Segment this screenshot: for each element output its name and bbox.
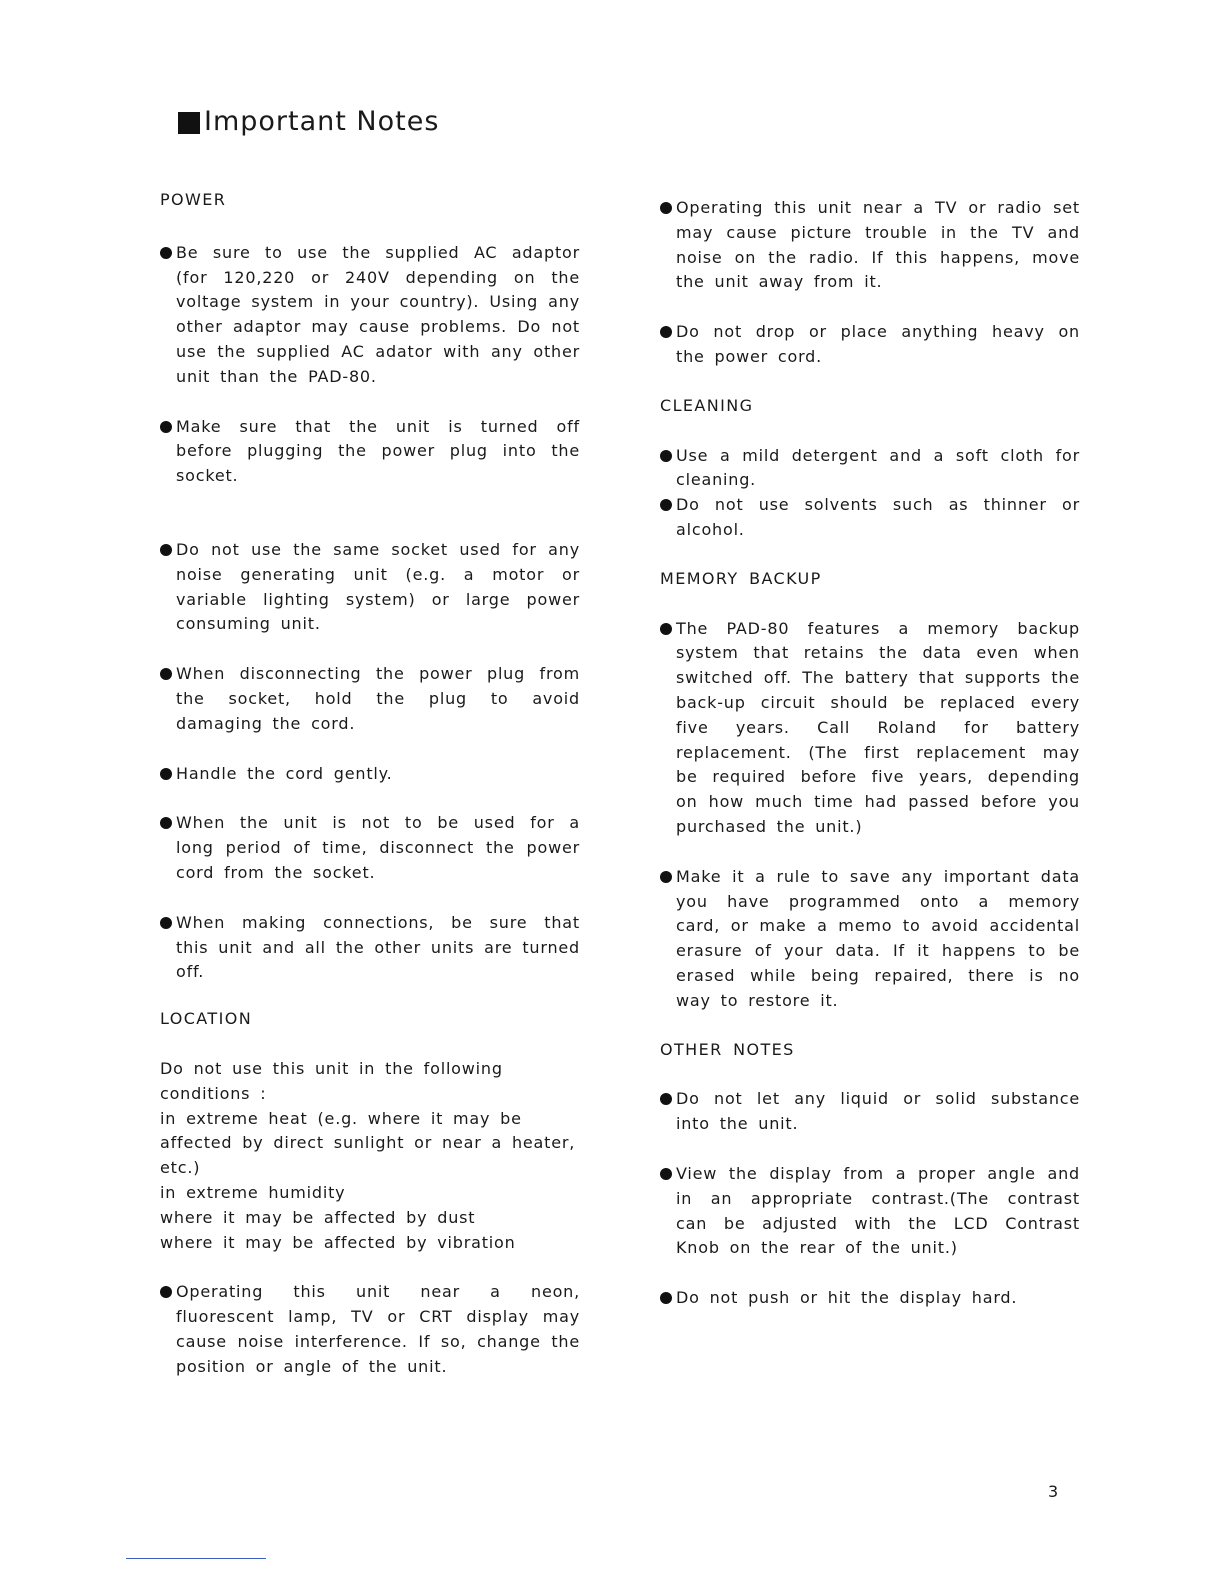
bullet-icon [160, 668, 172, 680]
note-other-liquid [660, 1087, 1080, 1137]
black-square-icon [178, 112, 200, 134]
location-condition: where it may be affected by dust [160, 1207, 476, 1227]
left-column [160, 188, 580, 1379]
page-title-text: Important Notes [204, 106, 440, 137]
note-location-neon [160, 1280, 580, 1379]
footer-rule [126, 1558, 266, 1559]
bullet-icon [660, 1093, 672, 1105]
note-text: Do not push or hit the display hard. [676, 1288, 1018, 1308]
power-heading: POWER [160, 190, 227, 209]
location-heading: LOCATION [160, 1009, 253, 1029]
memory-backup-heading: MEMORY BACKUP [660, 568, 822, 588]
note-power-cord [160, 762, 580, 787]
bullet-icon [660, 1292, 672, 1304]
page-number: 3 [1048, 1482, 1059, 1501]
bullet-icon [160, 247, 172, 259]
note-text: The PAD-80 features a memory backup system that retains the data even when switched off. The battery that supports the back-up circuit should be replaced every five years. Call Roland for battery replacement. (The first replacement may be required before five years, depending on how much time had passed before you purchased the unit.) [676, 618, 1080, 836]
note-memory-save [660, 865, 1080, 1014]
note-text: Make sure that the unit is turned off before plugging the power plug into the socket. [176, 416, 580, 486]
location-condition: in extreme humidity [160, 1182, 346, 1202]
bullet-icon [160, 1286, 172, 1298]
location-condition: in extreme heat (e.g. where it may be affected by direct sunlight or near a heater, etc.) [160, 1108, 576, 1178]
note-text: Operating this unit near a neon, fluorescent lamp, TV or CRT display may cause noise interference. If so, change the position or angle of the unit. [176, 1282, 580, 1376]
note-power-socket [160, 538, 580, 637]
note-memory-backup [660, 617, 1080, 840]
location-condition: where it may be affected by vibration [160, 1232, 516, 1252]
note-text: Do not let any liquid or solid substance into the unit. [676, 1089, 1080, 1134]
note-text: Do not use the same socket used for any noise generating unit (e.g. a motor or variable lighting system) or large power consuming unit. [176, 539, 580, 634]
right-column [660, 196, 1080, 1311]
note-text: Make it a rule to save any important data you have programmed onto a memory card, or make a memo to avoid accidental erasure of your data. If it happens to be erased while being repaired, there is no way to restore it. [676, 866, 1080, 1010]
note-power-connections [160, 911, 580, 985]
note-other-display-angle [660, 1162, 1080, 1261]
note-text: Use a mild detergent and a soft cloth for cleaning. [676, 445, 1080, 490]
cleaning-heading: CLEANING [660, 395, 754, 415]
note-text: Do not use solvents such as thinner or alcohol. [676, 495, 1080, 539]
bullet-icon [660, 871, 672, 883]
bullet-icon [660, 450, 672, 462]
note-cleaning-solvents [660, 493, 1080, 543]
note-power-off [160, 415, 580, 489]
note-cleaning-detergent [660, 444, 1080, 494]
note-power-long-period [160, 811, 580, 885]
bullet-icon [160, 768, 172, 780]
note-text: When making connections, be sure that this unit and all the other units are turned off. [176, 912, 580, 982]
bullet-icon [660, 1168, 672, 1180]
bullet-icon [660, 326, 672, 338]
bullet-icon [660, 499, 672, 511]
other-notes-heading: OTHER NOTES [660, 1039, 795, 1059]
bullet-icon [160, 421, 172, 433]
note-other-display-hard [660, 1286, 1080, 1311]
bullet-icon [160, 917, 172, 929]
note-text: Be sure to use the supplied AC adaptor (for 120,220 or 240V depending on the voltage system in your country). Using any other adaptor may cause problems. Do not use the supplied AC adator with any other unit than the PAD-80. [176, 242, 580, 386]
note-location-drop [660, 320, 1080, 370]
note-text: Handle the cord gently. [176, 763, 393, 783]
bullet-icon [660, 623, 672, 635]
bullet-icon [160, 817, 172, 829]
note-text: Operating this unit near a TV or radio set may cause picture trouble in the TV and noise on the radio. If this happens, move the unit away from it. [676, 198, 1080, 292]
note-text: Do not drop or place anything heavy on the power cord. [676, 322, 1080, 366]
note-location-tv [660, 196, 1080, 295]
note-text: When the unit is not to be used for a long period of time, disconnect the power cord from the socket. [176, 813, 580, 882]
bullet-icon [160, 544, 172, 556]
page-title [178, 106, 439, 137]
note-text: View the display from a proper angle and in an appropriate contrast.(The contrast can be adjusted with the LCD Contrast Knob on the rear of the unit.) [676, 1163, 1080, 1258]
bullet-icon [660, 202, 672, 214]
location-intro: Do not use this unit in the following conditions : [160, 1058, 503, 1103]
note-text: When disconnecting the power plug from the socket, hold the plug to avoid damaging the cord. [176, 664, 580, 733]
note-power-adaptor [160, 241, 580, 390]
note-power-disconnect [160, 662, 580, 736]
